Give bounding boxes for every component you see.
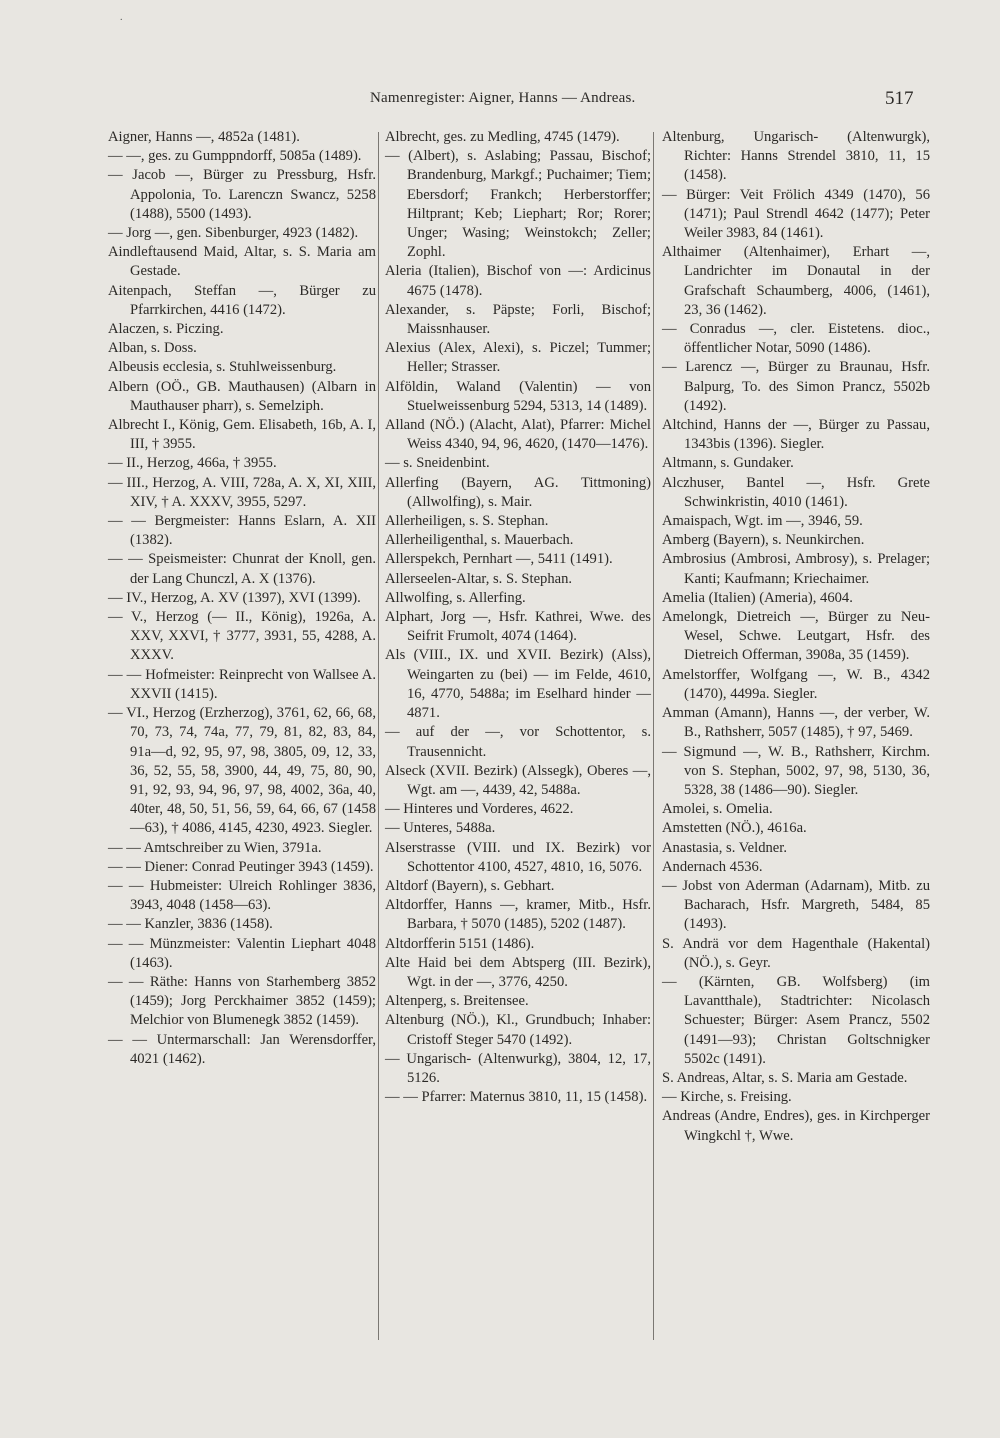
index-entry: Allwolfing, s. Allerfing. [385, 589, 526, 606]
index-entry: — Conradus —, cler. Eistetens. dioc., öffentlicher Notar, 5090 (1486). [662, 321, 930, 357]
index-entry: Ambrosius (Ambrosi, Ambrosy), s. Prelager; Kanti; Kaufmann; Kriechaimer. [662, 551, 930, 587]
index-entry: Aleria (Italien), Bischof von —: Ardicinus 4675 (1478). [385, 263, 651, 299]
index-entry: — (Albert), s. Aslabing; Passau, Bischof; Brandenburg, Markgf.; Puchaimer; Tiem; Ebersdorf; Frankch; Herberstorffer; Hiltprant; Keb; Liephart; Ror; Rorer; Unger; Wasing; Weinstokch; Zeller; Zophl. [385, 148, 651, 261]
index-entry: — Kirche, s. Freising. [662, 1089, 792, 1106]
index-entry: — — Amtschreiber zu Wien, 3791a. [108, 839, 322, 856]
index-entry: Als (VIII., IX. und XVII. Bezirk) (Alss), Weingarten zu (bei) — im Felde, 4610, 16, 4770, 5488a; im Eselhard hinder — 4871. [385, 647, 651, 722]
index-entry: Allerheiligen, s. S. Stephan. [385, 513, 549, 530]
index-entry: — III., Herzog, A. VIII, 728a, A. X, XI, XIII, XIV, † A. XXXV, 3955, 5297. [108, 474, 376, 510]
index-column-2 [385, 128, 651, 1107]
index-entry: Amelia (Italien) (Ameria), 4604. [662, 589, 853, 606]
index-entry: Altdorf (Bayern), s. Gebhart. [385, 877, 555, 894]
index-entry: — (Kärnten, GB. Wolfsberg) (im Lavantthale), Stadtrichter: Nicolasch Schuester; Bürger: Asem Prancz, 5502 (1491—93); Christan Goltschnigker 5502c (1491). [662, 973, 930, 1067]
index-entry: Altenperg, s. Breitensee. [385, 993, 529, 1010]
speck-mark: . [120, 12, 123, 23]
index-entry: Amelstorffer, Wolfgang —, W. B., 4342 (1470), 4499a. Siegler. [662, 666, 930, 702]
index-entry: — II., Herzog, 466a, † 3955. [108, 455, 277, 472]
index-entry: — — Speismeister: Chunrat der Knoll, gen. der Lang Chunczl, A. X (1376). [108, 551, 376, 587]
index-entry: — IV., Herzog, A. XV (1397), XVI (1399). [108, 589, 361, 606]
index-column-1 [108, 128, 376, 1069]
index-entry: — Sigmund —, W. B., Rathsherr, Kirchm. von S. Stephan, 5002, 97, 98, 5130, 36, 5328, 38 (1486—90). Siegler. [662, 743, 930, 798]
index-entry: Alphart, Jorg —, Hsfr. Kathrei, Wwe. des Seifrit Frumolt, 4074 (1464). [385, 609, 651, 645]
index-entry: Amberg (Bayern), s. Neunkirchen. [662, 532, 865, 549]
index-entry: Alban, s. Doss. [108, 340, 197, 357]
index-entry: Amelongk, Dietreich —, Bürger zu Neu-Wesel, Schwe. Leutgart, Hsfr. des Dietreich Offerman, 3908a, 35 (1459). [662, 609, 930, 664]
index-entry: Amaispach, Wgt. im —, 3946, 59. [662, 513, 863, 530]
index-entry: — VI., Herzog (Erzherzog), 3761, 62, 66, 68, 70, 73, 74, 74a, 77, 79, 81, 82, 83, 84, 91a—d, 92, 95, 97, 98, 3805, 09, 12, 33, 36, 52, 55, 58, 3900, 44, 49, 75, 80, 90, 91, 92, 93, 94, 96, 97, 98, 4002, 36a, 40, 40ter, 48, 50, 51, 56, 59, 64, 66, 67 (1458—63), † 4086, 4145, 4230, 4923. Siegler. [108, 705, 376, 837]
column-rule [653, 132, 654, 1340]
index-entry: — Larencz —, Bürger zu Braunau, Hsfr. Balpurg, To. des Simon Prancz, 5502b (1492). [662, 359, 930, 414]
index-entry: Alland (NÖ.) (Alacht, Alat), Pfarrer: Michel Weiss 4340, 94, 96, 4620, (1470—1476). [385, 417, 651, 453]
index-entry: — Hinteres und Vorderes, 4622. [385, 801, 574, 818]
index-entry: — Ungarisch- (Altenwurkg), 3804, 12, 17, 5126. [385, 1050, 651, 1086]
index-entry: Amstetten (NÖ.), 4616a. [662, 820, 807, 837]
index-entry: Amman (Amann), Hanns —, der verber, W. B., Rathsherr, 5057 (1485), † 97, 5469. [662, 705, 930, 741]
index-entry: Alserstrasse (VIII. und IX. Bezirk) vor Schottentor 4100, 4527, 4810, 16, 5076. [385, 839, 651, 875]
page-number: 517 [885, 88, 914, 109]
index-entry: Allerspekch, Pernhart —, 5411 (1491). [385, 551, 613, 568]
index-entry: Amolei, s. Omelia. [662, 801, 773, 818]
index-entry: Allerseelen-Altar, s. S. Stephan. [385, 570, 573, 587]
index-entry: Allerheiligenthal, s. Mauerbach. [385, 532, 574, 549]
index-entry: Allerfing (Bayern, AG. Tittmoning) (Allwolfing), s. Mair. [385, 474, 651, 510]
running-header: Namenregister: Aigner, Hanns — Andreas. [370, 90, 636, 106]
index-entry: — — Diener: Conrad Peutinger 3943 (1459). [108, 858, 374, 875]
index-entry: Altdorfferin 5151 (1486). [385, 935, 535, 952]
index-entry: Altenburg, Ungarisch- (Altenwurgk), Richter: Hanns Strendel 3810, 11, 15 (1458). [662, 129, 930, 184]
index-entry: Alaczen, s. Piczing. [108, 321, 224, 338]
index-entry: Alexander, s. Päpste; Forli, Bischof; Maissnhauser. [385, 301, 651, 338]
index-entry: — — Hubmeister: Ulreich Rohlinger 3836, 3943, 4048 (1458—63). [108, 877, 376, 914]
index-entry: Alczhuser, Bantel —, Hsfr. Grete Schwinkristin, 4010 (1461). [662, 474, 930, 510]
index-entry: — — Bergmeister: Hanns Eslarn, A. XII (1382). [108, 513, 376, 549]
index-entry: — Jobst von Aderman (Adarnam), Mitb. zu Bacharach, Hsfr. Margreth, 5484, 85 (1493). [662, 877, 930, 933]
index-entry: — Unteres, 5488a. [385, 820, 496, 837]
index-entry: S. Andrä vor dem Hagenthale (Hakental) (NÖ.), s. Geyr. [662, 935, 930, 971]
index-entry: — V., Herzog (— II., König), 1926a, A. XXV, XXVI, † 3777, 3931, 55, 4288, A. XXXV. [108, 609, 376, 664]
index-entry: — —, ges. zu Gumppndorff, 5085a (1489). [108, 148, 362, 165]
index-entry: — — Pfarrer: Maternus 3810, 11, 15 (1458). [385, 1089, 648, 1106]
index-entry: Altchind, Hanns der —, Bürger zu Passau, 1343bis (1396). Siegler. [662, 417, 930, 453]
index-entry: S. Andreas, Altar, s. S. Maria am Gestade. [662, 1069, 908, 1086]
index-entry: Albrecht, ges. zu Medling, 4745 (1479). [385, 129, 620, 145]
index-entry: — auf der —, vor Schottentor, s. Trausennicht. [385, 724, 651, 760]
index-entry: Altmann, s. Gundaker. [662, 455, 794, 472]
index-entry: Alseck (XVII. Bezirk) (Alssegk), Oberes —, Wgt. am —, 4439, 42, 5488a. [385, 762, 651, 798]
index-entry: Aindleftausend Maid, Altar, s. S. Maria am Gestade. [108, 244, 376, 280]
index-entry: Altenburg (NÖ.), Kl., Grundbuch; Inhaber: Cristoff Steger 5470 (1492). [385, 1012, 651, 1048]
index-entry: Andernach 4536. [662, 858, 763, 875]
index-entry: Albern (OÖ., GB. Mauthausen) (Albarn in Mauthauser pharr), s. Semelziph. [108, 378, 376, 414]
index-entry: Alexius (Alex, Alexi), s. Piczel; Tummer; Heller; Strasser. [385, 340, 651, 376]
index-entry: — Jacob —, Bürger zu Pressburg, Hsfr. Appolonia, To. Larenczn Swancz, 5258 (1488), 5500 (1493). [108, 167, 376, 222]
index-entry: Alte Haid bei dem Abtsperg (III. Bezirk), Wgt. in der —, 3776, 4250. [385, 954, 651, 990]
index-entry: — — Räthe: Hanns von Starhemberg 3852 (1459); Jorg Perckhaimer 3852 (1459); Melchior von Blumenegk 3852 (1459). [108, 973, 376, 1029]
index-entry: Anastasia, s. Veldner. [662, 839, 787, 856]
index-entry: Albrecht I., König, Gem. Elisabeth, 16b, A. I, III, † 3955. [108, 417, 376, 453]
index-entry: — — Hofmeister: Reinprecht von Wallsee A. XXVII (1415). [108, 666, 376, 702]
column-rule [378, 132, 379, 1340]
index-entry: — — Kanzler, 3836 (1458). [108, 916, 273, 933]
index-entry: — — Münzmeister: Valentin Liephart 4048 (1463). [108, 935, 376, 971]
index-entry: — — Untermarschall: Jan Werensdorffer, 4021 (1462). [108, 1031, 376, 1067]
index-entry: Altdorffer, Hanns —, kramer, Mitb., Hsfr. Barbara, † 5070 (1485), 5202 (1487). [385, 897, 651, 933]
index-entry: Andreas (Andre, Endres), ges. in Kirchperger Wingkchl †, Wwe. [662, 1108, 930, 1144]
index-entry: — s. Sneidenbint. [385, 455, 490, 472]
index-entry: Alföldin, Waland (Valentin) — von Stuelweissenburg 5294, 5313, 14 (1489). [385, 378, 651, 414]
index-entry: Aigner, Hanns —, 4852a (1481). [108, 129, 300, 145]
index-entry: Albeusis ecclesia, s. Stuhlweissenburg. [108, 359, 337, 376]
index-entry: Aitenpach, Steffan —, Bürger zu Pfarrkirchen, 4416 (1472). [108, 282, 376, 318]
index-entry: — Jorg —, gen. Sibenburger, 4923 (1482). [108, 225, 359, 242]
index-entry: Althaimer (Altenhaimer), Erhart —, Landrichter im Donautal in der Grafschaft Schaumberg, 4006, (1461), 23, 36 (1462). [662, 244, 930, 318]
index-column-3 [662, 128, 930, 1146]
index-entry: — Bürger: Veit Frölich 4349 (1470), 56 (1471); Paul Strendl 4642 (1477); Peter Weiler 3983, 84 (1461). [662, 186, 930, 242]
